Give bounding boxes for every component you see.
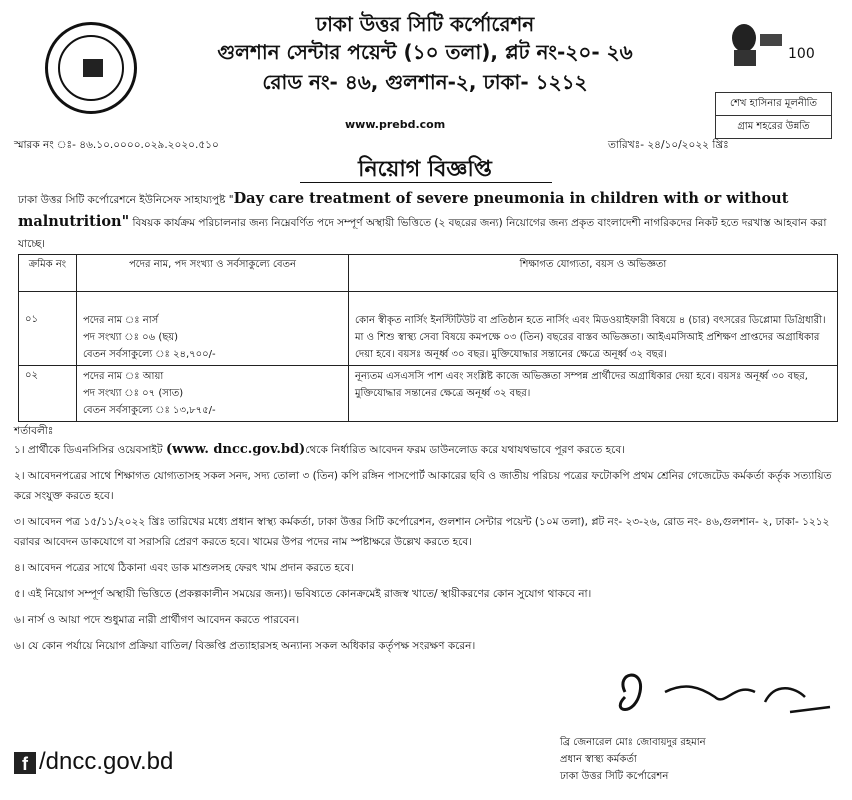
handwritten-signature-icon [605, 662, 845, 732]
row-qualification: কোন স্বীকৃত নার্সিং ইনস্টিটিউট বা প্রতিষ্ঠান হতে নার্সিং এবং মিডওয়াইফারী বিষয়ে ৪ (চার) বৎসরের ডিপ্লোমা ডিগ্রিধারী। মা ও শিশু স্বাস্থ্য সেবা বিষয়ে কমপক্ষে ০৩ (তিন) বছরের বাস্তব অভিজ্ঞতা। আইএমসিআই প্রশিক্ষণ প্রাপ্তদের অগ্রাধিকার দেয়া হবে। বয়সঃ অনূর্ধ্ব ৩০ বছর। মুক্তিযোদ্ধার সন্তানের ক্ষেত্রে অনূর্ধ্ব ৩২ বছর। [349, 310, 838, 366]
seal-inner-ring [58, 35, 124, 101]
facebook-icon[interactable]: f [14, 752, 36, 774]
facebook-handle[interactable]: /dncc.gov.bd [39, 748, 174, 775]
signatory-name: ব্রি জেনারেল মোঃ জোবায়দুর রহমান [560, 737, 706, 748]
term1-url: (www. dncc.gov.bd) [165, 442, 306, 457]
intro-project-name: Day care treatment of severe pneumonia in children with or without malnutrition" [18, 190, 789, 230]
row-post-cell [77, 366, 349, 422]
row-serial: ০২ [19, 366, 77, 422]
mujib-year-logo-icon [722, 20, 822, 68]
header-qualification: শিক্ষাগত যোগ্যতা, বয়স ও অভিজ্ঞতা [349, 255, 838, 292]
row-qualification: নূন্যতম এসএসসি পাশ এবং সংশ্লিষ্ট কাজে অভিজ্ঞতা সম্পন্ন প্রার্থীদের অগ্রাধিকার দেয়া হবে। বয়সঃ অনূর্ধ্ব ৩০ বছর, মুক্তিযোদ্ধার সন্তানের ক্ষেত্রে অনূর্ধ্ব ৩২ বছর। [349, 366, 838, 422]
term-item [14, 440, 834, 460]
term-item: ৪। আবেদন পত্রের সাথে ঠিকানা এবং ডাক মাশুলসহ ফেরৎ খাম প্রদান করতে হবে। [14, 562, 354, 574]
intro-after: বিষয়ক কার্যক্রম পরিচালনার জন্য নিম্নেবর্ণিত পদে সম্পূর্ণ অস্থায়ী ভিত্তিতে (২ বছরের জন্য) নিয়োগের জন্য প্রকৃত বাংলাদেশী নাগরিকদের নিকট হতে দরখাস্ত আহবান করা যাচ্ছে। [18, 217, 827, 250]
seal-building-icon [83, 59, 103, 77]
positions-table [18, 254, 838, 422]
post-salary: বেতন সর্বসাকুল্যে ঃ ১৩,৮৭৫/- [83, 405, 216, 416]
org-name: ঢাকা উত্তর সিটি কর্পোরেশন [315, 12, 535, 36]
table-row [19, 366, 838, 422]
notice-title: নিয়োগ বিজ্ঞপ্তি [358, 157, 492, 182]
table-spacer [19, 292, 838, 311]
website-watermark: www.prebd.com [345, 118, 446, 131]
post-count: পদ সংখ্যা ঃ ০৭ (সাত) [83, 388, 184, 399]
title-underline [300, 182, 552, 183]
motto-line2: গ্রাম শহরের উন্নতি [715, 115, 832, 139]
term-item: ২। আবেদনপত্রের সাথে শিক্ষাগত যোগ্যতাসহ সকল সনদ, সদ্য তোলা ৩ (তিন) কপি রঙ্গিন পাসপোর্ট আকারের ছবি ও জাতীয় পরিচয় পত্রের ফটোকপি প্রথম শ্রেনির গেজেটেড কর্মকর্তা কর্তৃক সত্যায়িত করে সংযুক্ত করতে হবে। [14, 470, 832, 502]
term-item: ৬। যে কোন পর্যায়ে নিয়োগ প্রক্রিয়া বাতিল/ বিজ্ঞপ্তি প্রত্যাহারসহ অন্যান্য সকল অধিকার কর্তৃপক্ষ সংরক্ষণ করেন। [14, 640, 476, 652]
post-name: পদের নাম ঃ নার্স [83, 315, 159, 326]
header-post: পদের নাম, পদ সংখ্যা ও সর্বসাকুল্যে বেতন [77, 255, 349, 292]
terms-list [14, 440, 834, 662]
intro-before: ঢাকা উত্তর সিটি কর্পোরেশনে ইউনিসেফ সাহায্যপুষ্ট " [18, 194, 234, 206]
term-item: ৬। নার্স ও আয়া পদে শুধুমাত্র নারী প্রার্থীগণ আবেদন করতে পারবেন। [14, 614, 300, 626]
memo-date: তারিখঃ- ২৪/১০/২০২২ খ্রিঃ [608, 139, 729, 151]
term1-after: থেকে নির্ধারিত আবেদন ফরম ডাউনলোড করে যথাযথভাবে পূরণ করতে হবে। [305, 444, 625, 456]
org-address-line1: গুলশান সেন্টার পয়েন্ট (১০ তলা), প্লট নং-২০- ২৬ [217, 40, 633, 64]
table-header-row [19, 255, 838, 292]
signatory-office: ঢাকা উত্তর সিটি কর্পোরেশন [560, 771, 669, 782]
post-count: পদ সংখ্যা ঃ ০৬ (ছয়) [83, 332, 179, 343]
table-row [19, 310, 838, 366]
signatory-block [560, 734, 706, 785]
header-serial: ক্রমিক নং [19, 255, 77, 292]
term-item: ৫। এই নিয়োগ সম্পূর্ণ অস্থায়ী ভিত্তিতে (প্রকল্পকালীন সময়ের জন্য)। ভবিষ্যতে কোনক্রমেই রাজস্ব খাতে/ স্থায়ীকরণের কোন সুযোগ থাকবে না। [14, 588, 592, 600]
post-salary: বেতন সর্বসাকুল্যে ঃ ২৪,৭০০/- [83, 349, 216, 360]
terms-title: শর্তাবলীঃ [14, 425, 54, 437]
row-post-cell [77, 310, 349, 366]
term1-before: ১। প্রার্থীকে ডিএনসিসির ওয়েবসাইট [14, 444, 166, 456]
signatory-designation: প্রধান স্বাস্থ্য কর্মকর্তা [560, 754, 637, 765]
memo-reference: স্মারক নং ঃ- ৪৬.১০.০০০০.০২৯.২০২০.৫১০ [14, 139, 219, 151]
org-address-line2: রোড নং- ৪৬, গুলশান-২, ঢাকা- ১২১২ [262, 70, 588, 94]
post-name: পদের নাম ঃ আয়া [83, 371, 164, 382]
motto-line1: শেখ হাসিনার মূলনীতি [715, 92, 832, 116]
dncc-seal-icon [45, 22, 137, 114]
term-item: ৩। আবেদন পত্র ১৫/১১/২০২২ খ্রিঃ তারিখের মধ্যে প্রধান স্বাস্থ্য কর্মকর্তা, ঢাকা উত্তর সিটি কর্পোরেশন, গুলশান সেন্টার পয়েন্ট (১০ম তলা), প্লট নং- ২৩-২৬, রোড নং- ৪৬,গুলশান- ২, ঢাকা- ১২১২ বরাবর আবেদন ডাকযোগে বা সরাসরি প্রেরণ করতে হবে। খামের উপর পদের নাম স্পষ্টাক্ষরে উল্লেখ করতে হবে। [14, 516, 830, 548]
notice-intro [18, 188, 838, 255]
row-serial: ০১ [19, 310, 77, 366]
svg-text:100: 100 [788, 46, 815, 62]
facebook-footer[interactable] [14, 748, 173, 776]
